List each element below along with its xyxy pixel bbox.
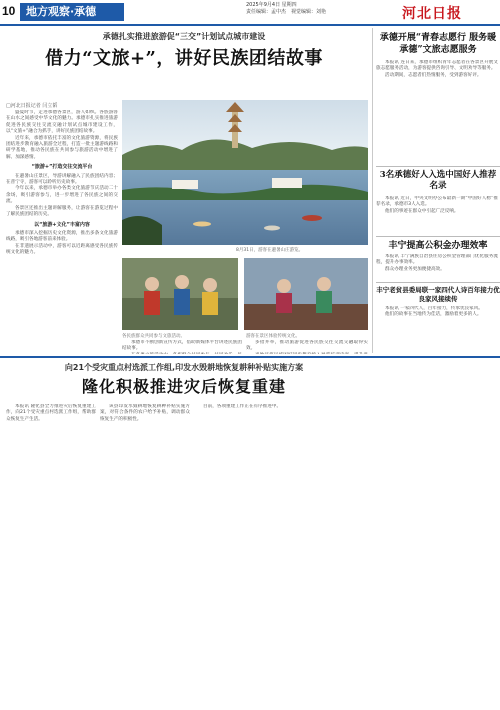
paragraph: 本报讯 连日来，承德市组织青年志愿者在各景区开展文旅志愿服务活动，为游客提供咨询引导、文明劝导等服务。	[376, 60, 498, 72]
newspaper-logo: 河北日报	[402, 6, 462, 22]
paragraph: 活动期间，志愿者们热情服务，受到游客好评。	[385, 72, 482, 78]
column-divider	[372, 28, 373, 353]
bottom-column-2	[100, 404, 190, 704]
section-title: 地方观察·承德	[20, 3, 124, 21]
paragraph: 群众办理业务更加便捷高效。	[385, 266, 445, 272]
page-number: 10	[2, 4, 16, 18]
paragraph: 本报讯 一家四代人，百年接力，传承优良家风。	[385, 306, 483, 311]
masthead-rule	[0, 24, 500, 26]
sidebar-article-1-title: 承德开展“青春志愿行 服务暖承德”文旅志愿服务	[379, 33, 497, 55]
paragraph: 近年来，承德市依托丰富的文化旅游资源，将民族团结进步教育融入旅游全过程，打造一批主题游线路和研学基地，推动各民族在共同参与旅游活动中增进了解、加深感情。	[6, 135, 118, 160]
sidebar-article-3-body	[376, 254, 498, 280]
paragraph: 在避暑山庄景区，导游讲解融入了民族团结内容；在普宁寺，游客可以聆听历史故事。	[6, 173, 118, 186]
lead-kicker: 承德扎实推进旅游促“三交”计划试点城市建设	[102, 32, 266, 41]
lead-photo-caption: 8月31日，游客在避暑山庄游览。	[236, 248, 304, 253]
paragraph: 多措并举，推动旅游促进各民族交往交流交融取得实效。	[246, 340, 368, 352]
paragraph: 他们的事迹在群众中引起广泛反响。	[385, 208, 459, 214]
lead-column-2	[122, 340, 242, 354]
paragraph: 本报讯 近日，中央文明办公布最新一期“中国好人榜”推荐名录，承德市3人入选。	[376, 196, 498, 208]
paragraph	[122, 353, 242, 354]
lead-byline: □河北日报记者 闫立韬	[6, 103, 58, 109]
lake-pavilion-image	[122, 100, 368, 245]
bottom-column-1	[6, 404, 96, 704]
tertiary-photo	[244, 258, 368, 330]
subheading: 以“旅游+文化”丰富内容	[34, 221, 90, 228]
masthead	[0, 0, 500, 26]
tertiary-photo-caption: 游客在景区体验传统文化。	[246, 334, 300, 339]
paragraph	[246, 353, 368, 354]
sidebar-article-1-body	[376, 60, 498, 164]
lead-headline: 借力“文旅+”，讲好民族团结故事	[45, 48, 323, 69]
date-line: 2025年9月4日 星期四	[246, 2, 297, 8]
paragraph: 他们的故事在当地传为佳话，激励着更多的人。	[385, 312, 482, 318]
lead-photo	[122, 100, 368, 245]
paragraph: 本报讯 丰宁满族自治县住房公积金管理部门优化服务流程，提升办事效率。	[376, 254, 498, 266]
sidebar-article-2-body	[376, 196, 498, 234]
lead-column-1	[6, 110, 118, 350]
sidebar-article-4-title: 丰宁老贫县委局联一家四代人诗百年接力优良家风接续传	[376, 286, 500, 303]
sidebar-article-3-title: 丰宁提高公积金办理效率	[388, 241, 488, 251]
paragraph: 该县印发水毁耕地恢复耕种补贴实施方案，对符合条件的农户给予补贴，调动群众恢复生产的积极性。	[100, 404, 190, 422]
paragraph: 盛夏时节，走进承德各景区，游人如织。各族游客在山水之间感受中华文化的魅力。承德市扎实推进旅游促进各民族交往交流交融计划试点城市建设工作，以“文旅+”融合为抓手，讲好民族团结故事。	[6, 110, 118, 135]
bottom-headline: 隆化积极推进灾后恢复重建	[81, 377, 286, 396]
bottom-column-3	[194, 404, 284, 704]
paragraph: 各景区还推出主题讲解服务，让游客在游览过程中了解民族团结的历史。	[6, 205, 118, 218]
performance-photo-image	[244, 258, 368, 330]
paragraph: 今年以来，承德市举办各类文化旅游节庆活动二十余场，吸引游客参与，进一步增进了各民族之间的交流。	[6, 186, 118, 205]
lead-column-3	[246, 340, 368, 354]
paragraph: 在非遗展示活动中，游客可以近距离感受各民族传统文化的魅力。	[6, 243, 118, 256]
secondary-photo	[122, 258, 238, 330]
secondary-photo-caption: 各民族群众共同参与文旅活动。	[122, 334, 185, 339]
paragraph: 承德市深入挖掘历史文化资源，推出多条文化旅游线路，吸引各地游客前来体验。	[6, 230, 118, 243]
section-divider	[0, 356, 500, 358]
sidebar-divider	[376, 282, 500, 283]
sidebar-article-4-body	[376, 306, 498, 354]
masthead-info	[246, 2, 326, 16]
paragraph: 目前，各项重建工作正在有序推进中。	[203, 404, 282, 409]
sidebar-article-2-title: 3名承德好人入选中国好人推荐名录	[379, 170, 497, 191]
bottom-kicker: 向21个受灾重点村选派工作组,印发水毁耕地恢复耕种补贴实施方案	[64, 363, 304, 372]
people-photo-image	[122, 258, 238, 330]
sidebar-divider	[376, 236, 500, 237]
sidebar-divider	[376, 166, 500, 167]
subheading: “旅游+”打造交往交流平台	[31, 164, 93, 171]
paragraph: 承德市不断创新宣传方式，借助新媒体平台讲述民族团结故事。	[122, 340, 242, 352]
editor-line: 责任编辑：孟中杰 视觉编辑：刘艳	[246, 9, 327, 15]
paragraph: 本报讯 隆化县全力推进灾后恢复重建工作，向21个受灾重点村选派工作组，帮助群众恢复生产生活。	[6, 404, 96, 422]
